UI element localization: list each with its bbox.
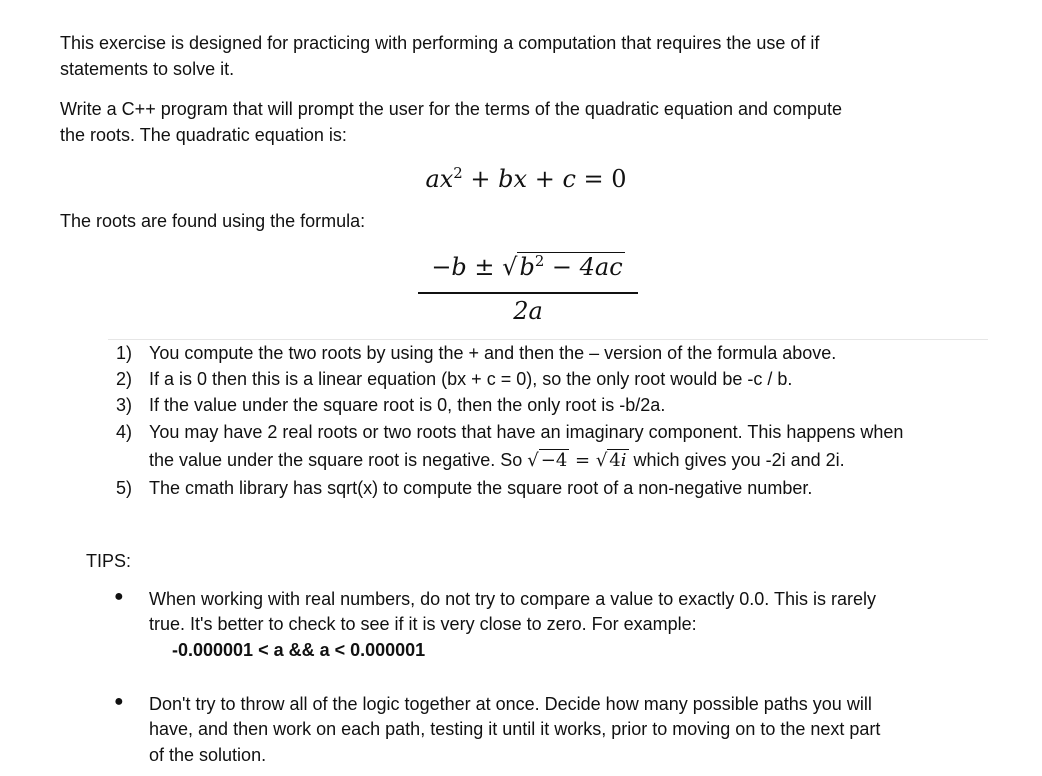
sqrt-icon: √ — [502, 253, 518, 281]
formula-radicand — [517, 252, 624, 281]
eq-a: a — [425, 165, 440, 193]
tip-1-line-1: When working with real numbers, do not try to compare a value to exactly 0.0. This is rarely — [149, 589, 876, 609]
eq-square: 2 — [453, 163, 463, 182]
step4-equals: = — [569, 450, 596, 471]
imaginary-i: i — [620, 450, 627, 471]
radicand-rest: − 4ac — [544, 253, 623, 281]
step-number: 4) — [116, 422, 133, 442]
step4-before: the value under the square root is negative. So — [149, 450, 528, 470]
radicand-square: 2 — [534, 251, 545, 270]
eq-x2: x — [513, 165, 528, 193]
eq-b: b — [498, 165, 514, 193]
formula-denominator: 2a — [513, 297, 543, 325]
radicand-4: 4 — [609, 450, 621, 471]
step-number: 2) — [116, 369, 133, 389]
tips-heading: TIPS: — [86, 551, 132, 571]
sqrt-neg4 — [527, 449, 628, 471]
eq-plus-1: + — [462, 165, 499, 193]
step4-after: which gives you -2i and 2i. — [628, 450, 845, 470]
formula-sqrt — [502, 251, 625, 283]
intro-line-1: This exercise is designed for practicing with performing a computation that requires the use of if — [60, 33, 820, 53]
tip-2-line-2: have, and then work on each path, testing it until it works, prior to moving on to the next part — [149, 719, 881, 739]
step-number: 1) — [116, 343, 133, 363]
step-text: If the value under the square root is 0, then the only root is -b/2a. — [149, 395, 666, 415]
step-number: 3) — [116, 395, 133, 415]
eq-plus-2: + — [527, 165, 563, 193]
eq-c: c — [562, 165, 576, 193]
step-number: 5) — [116, 478, 133, 498]
radicand-b: b — [519, 253, 535, 281]
fraction-bar — [418, 292, 638, 294]
step-text: If a is 0 then this is a linear equation (bx + c = 0), so the only root would be -c / b. — [149, 369, 793, 389]
formula-intro: The roots are found using the formula: — [60, 211, 366, 231]
step-text: The cmath library has sqrt(x) to compute the square root of a non-negative number. — [149, 478, 813, 498]
bullet-icon: ● — [114, 588, 124, 605]
step-4-continuation — [149, 447, 999, 474]
prompt-line-2: the roots. The quadratic equation is: — [60, 125, 347, 145]
bullet-icon: ● — [114, 693, 124, 710]
eq-equals: = — [575, 165, 612, 193]
eq-x1: x — [439, 165, 454, 193]
sqrt-icon: √ — [527, 450, 539, 471]
prompt-line-1: Write a C++ program that will prompt the user for the terms of the quadratic equation and compute — [60, 99, 843, 119]
radicand-4i — [607, 449, 628, 471]
sqrt-icon: √ — [595, 450, 608, 471]
eq-zero: 0 — [611, 165, 627, 193]
quadratic-equation — [0, 163, 1042, 195]
step-text: You may have 2 real roots or two roots that have an imaginary component. This happens when — [149, 422, 904, 442]
radicand-neg4: −4 — [540, 450, 568, 471]
formula-numerator — [418, 251, 638, 283]
intro-line-2: statements to solve it. — [60, 59, 235, 79]
formula-neg-b: −b ± — [431, 253, 503, 281]
tip-1-code-example: -0.000001 < a && a < 0.000001 — [172, 640, 426, 660]
step-text: You compute the two roots by using the + and then the – version of the formula above. — [149, 343, 837, 363]
tip-1-line-2: true. It's better to check to see if it is very close to zero. For example: — [149, 614, 697, 634]
tip-2-line-3: of the solution. — [149, 745, 267, 765]
tip-2-line-1: Don't try to throw all of the logic together at once. Decide how many possible paths you will — [149, 694, 872, 714]
